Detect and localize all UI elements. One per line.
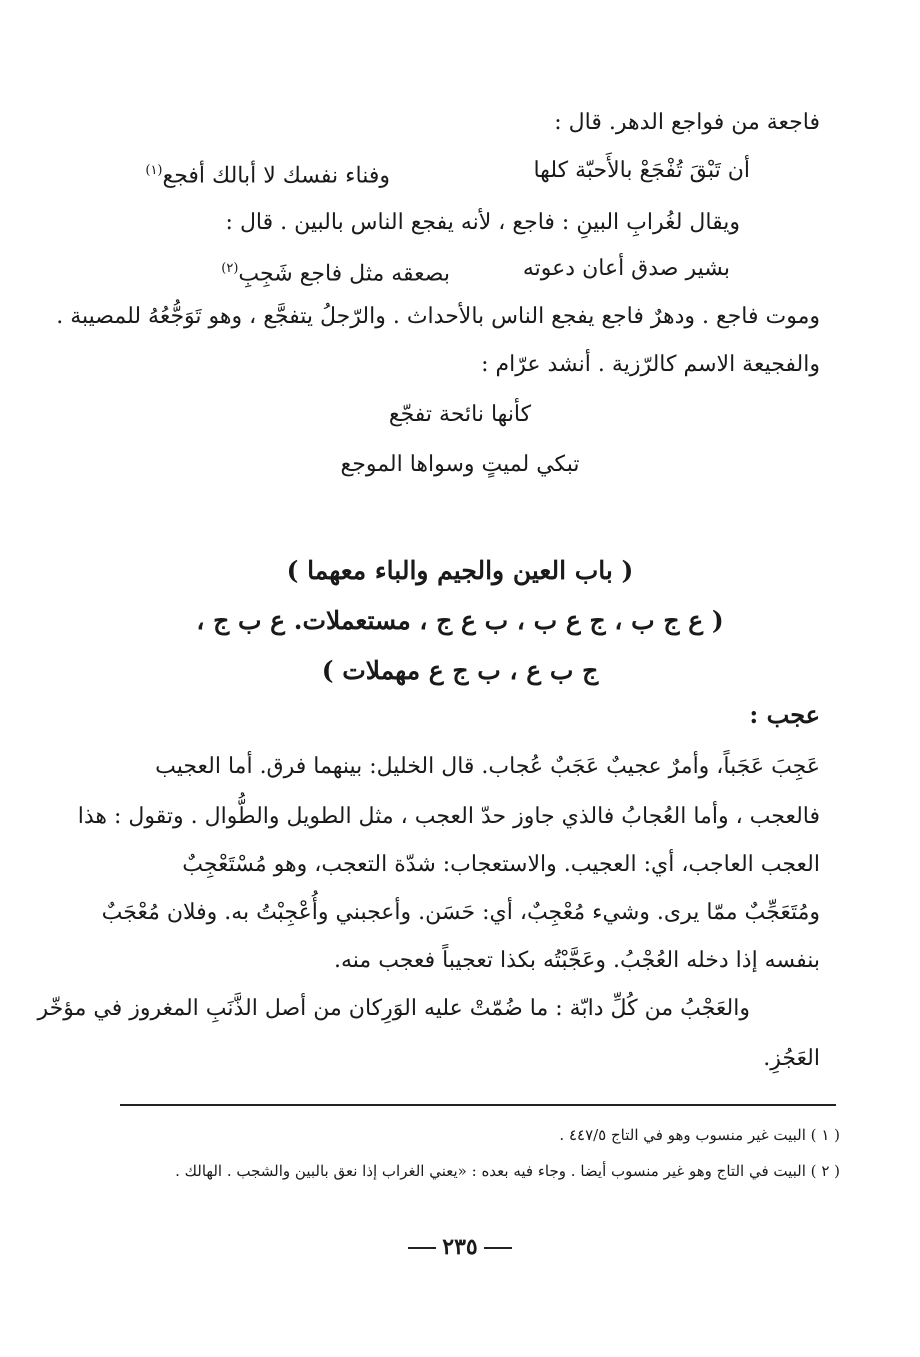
verse-1-second-text: وفناء نفسك لا أبالك أفجع [162, 163, 390, 189]
entry-line-5: بنفسه إذا دخله العُجْبُ. وعَجَّبْتُه بكذا تعجيباً فعجب منه. [334, 948, 820, 973]
verse-1-first-hemistich: أن تَبْقَ تُفْجَعْ بالأَحبّة كلها [533, 158, 750, 183]
verse-3: كأنها نائحة تفجّع [388, 402, 532, 427]
footnote-1: ( ١ ) البيت غير منسوب وهو في التاج ٤٤٧/٥ . [559, 1126, 840, 1144]
verse-2-second-hemistich [217, 254, 450, 289]
text-line-6: والفجيعة الاسم كالرّزية . أنشد عرّام : [481, 352, 820, 377]
entry-line-4: ومُتَعَجِّبٌ ممّا يرى. وشيء مُعْجِبٌ، أي: حَسَن. وأعجبني وأُعْجِبْتُ به. وفلان مُعْجَبٌ [101, 900, 820, 925]
section-subtitle-2: ج ب ع ، ب ج ع مهملات ) [321, 656, 599, 685]
entry-line-6: والعَجْبُ من كُلِّ دابّة : ما ضُمّتْ عليه الوَرِكان من أصل الذَّنَبِ المغروز في مؤخّر [37, 996, 750, 1021]
text-line-3: ويقال لغُرابِ البينِ : فاجع ، لأنه يفجع الناس بالبين . قال : [225, 210, 740, 235]
page-number-text: ٢٣٥ [442, 1234, 478, 1260]
entry-line-3: العجب العاجب، أي: العجيب. والاستعجاب: شدّة التعجب، وهو مُسْتَعْجِبٌ [182, 852, 820, 877]
verse-2-second-text: بصعقه مثل فاجع شَجِبِ [238, 261, 450, 287]
page-number [0, 1234, 920, 1260]
entry-line-7: العَجُزِ. [763, 1046, 820, 1071]
page-number-dash-left [484, 1247, 512, 1249]
section-subtitle-1: ( ع ج ب ، ج ع ب ، ب ع ج ، مستعملات. ع ب ج ، [196, 606, 724, 635]
footnote-marker-1: (١) [145, 163, 163, 178]
page-number-dash-right [408, 1247, 436, 1249]
entry-line-2: فالعجب ، وأما العُجابُ فالذي جاوز حدّ العجب ، مثل الطويل والطُّوال . وتقول : هذا [77, 804, 820, 829]
footnote-marker-2: (٢) [221, 261, 239, 276]
verse-1-second-hemistich [141, 156, 390, 191]
text-line-1: فاجعة من فواجع الدهر. قال : [554, 110, 820, 135]
section-title: ( باب العين والجيم والباء معهما ) [286, 556, 634, 585]
text-line-5: وموت فاجع . ودهرٌ فاجع يفجع الناس بالأحداث . والرّجلُ يتفجَّع ، وهو تَوَجُّعُهُ للمصيبة . [56, 304, 820, 329]
entry-line-1: عَجِبَ عَجَباً، وأمرٌ عجيبٌ عَجَبٌ عُجاب. قال الخليل: بينهما فرق. أما العجيب [155, 754, 820, 779]
entry-headword: عجب : [749, 700, 820, 729]
verse-4: تبكي لميتٍ وسواها الموجع [340, 452, 580, 477]
verse-2-first-hemistich: بشير صدق أعان دعوته [522, 256, 730, 281]
footnote-divider [120, 1104, 836, 1106]
footnote-2: ( ٢ ) البيت في التاج وهو غير منسوب أيضا . وجاء فيه بعده : «يعني الغراب إذا نعق بالبين والشجب . الهالك . [175, 1162, 840, 1180]
